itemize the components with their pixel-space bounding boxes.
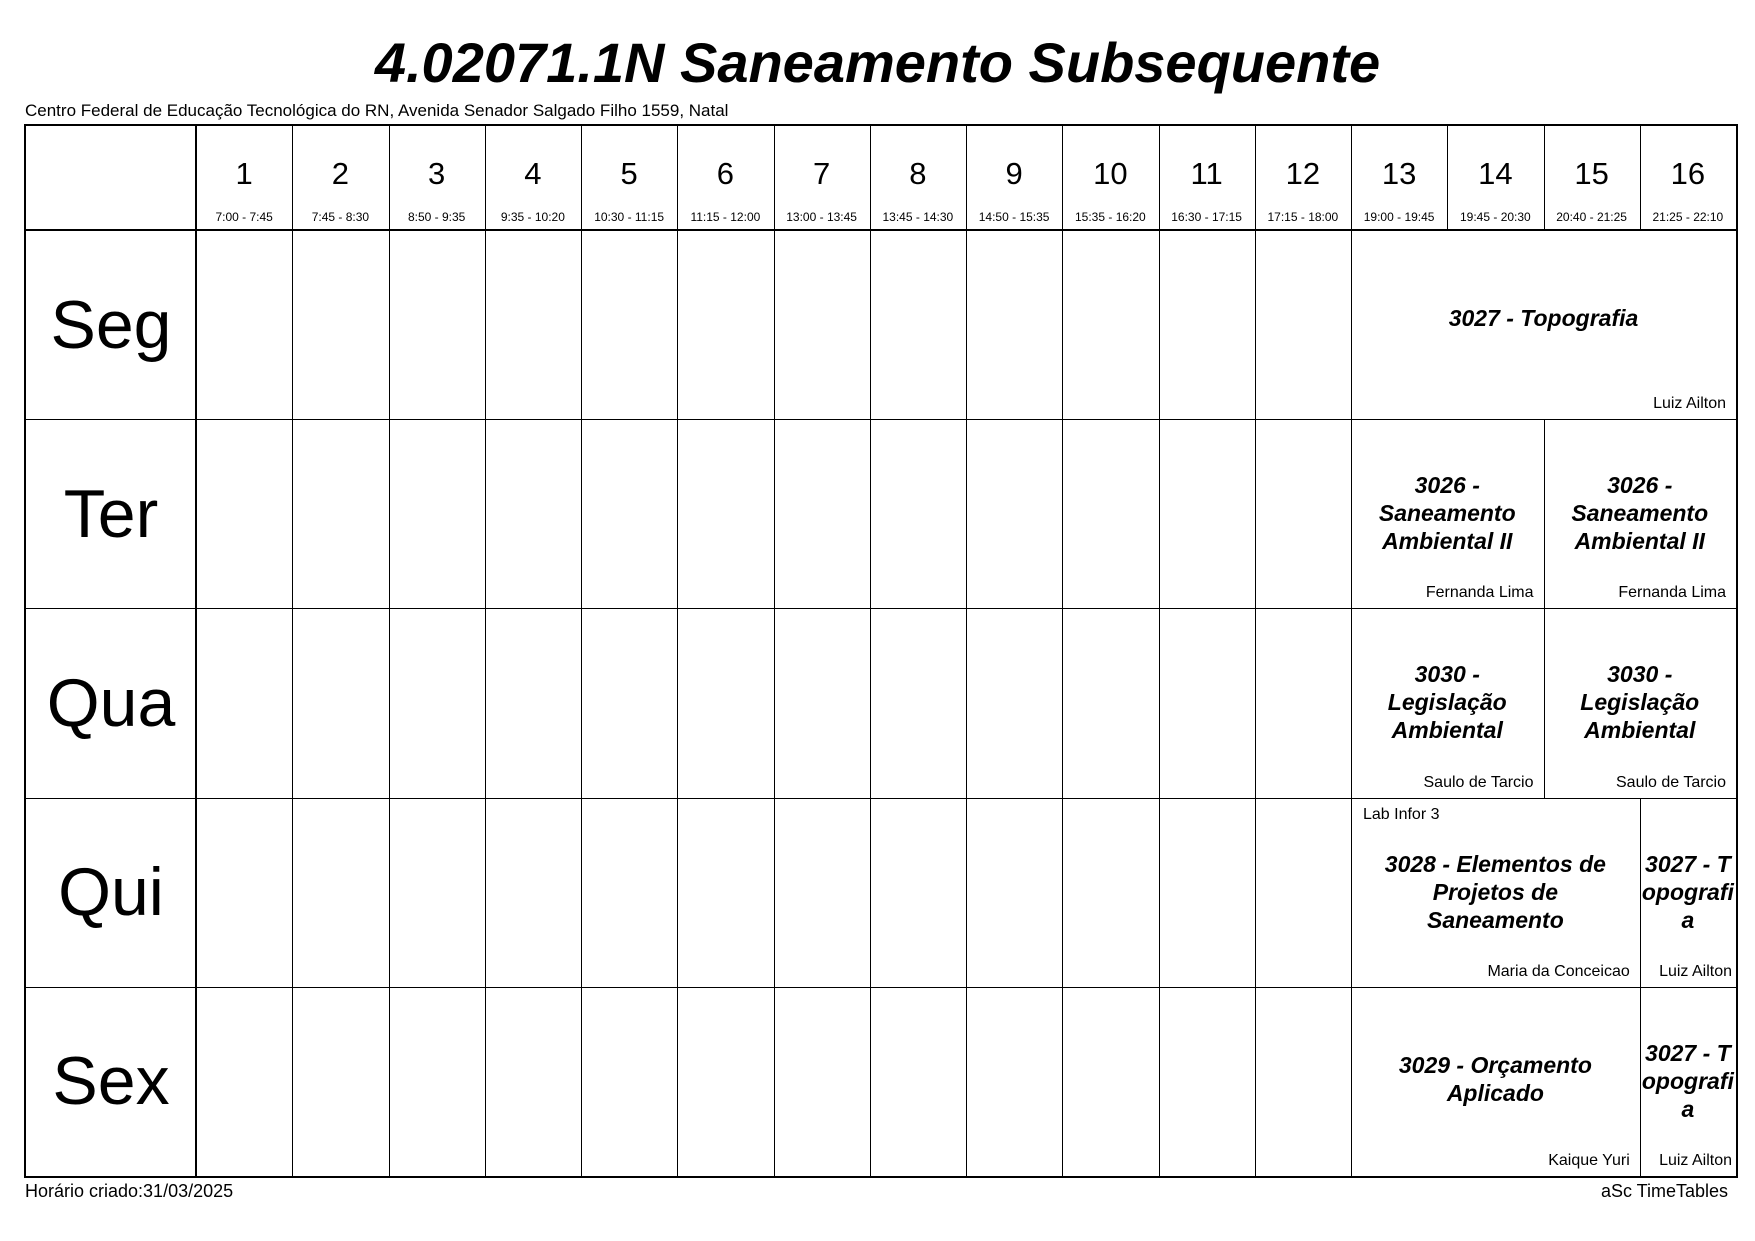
period-number: 8 (909, 156, 927, 191)
grid-line (485, 230, 486, 419)
grid-line (1255, 126, 1256, 230)
period-header (1351, 126, 1447, 230)
grid-line (677, 126, 678, 230)
grid-line (581, 987, 582, 1176)
lesson-subject: 3026 - Saneamento Ambiental II (1378, 472, 1516, 555)
created-date: Horário criado:31/03/2025 (25, 1181, 234, 1201)
grid-line (389, 230, 390, 419)
day-header (26, 230, 196, 419)
period-time: 11:15 - 12:00 (690, 210, 761, 224)
period-time: 20:40 - 21:25 (1556, 210, 1627, 224)
period-header (1544, 126, 1640, 230)
period-time: 16:30 - 17:15 (1171, 210, 1242, 224)
grid-line (581, 230, 582, 419)
period-time: 13:00 - 13:45 (786, 210, 857, 224)
lesson-card[interactable] (1640, 987, 1736, 1176)
grid-line (870, 230, 871, 419)
day-label: Qua (46, 664, 176, 741)
grid-line (389, 798, 390, 987)
grid-line (870, 126, 871, 230)
grid-line (581, 126, 582, 230)
lesson-card[interactable] (1351, 230, 1736, 419)
grid-line (389, 608, 390, 797)
period-time: 13:45 - 14:30 (882, 210, 954, 224)
period-number: 16 (1670, 156, 1706, 191)
software-credit: aSc TimeTables (1600, 1181, 1728, 1201)
lesson-subject: 3030 - Legislação Ambiental (1580, 661, 1700, 744)
grid-line (1255, 608, 1256, 797)
lesson-teacher: Saulo de Tarcio (1616, 773, 1726, 791)
grid-line (870, 608, 871, 797)
grid-line (677, 419, 678, 608)
grid-line (1447, 126, 1448, 230)
grid-line (1640, 126, 1641, 230)
lesson-card[interactable] (1351, 987, 1640, 1176)
period-number: 14 (1478, 156, 1513, 191)
period-number: 9 (1005, 156, 1023, 191)
grid-line (966, 798, 967, 987)
grid-line (292, 987, 293, 1176)
lesson-card[interactable] (1640, 798, 1736, 987)
grid-line (581, 608, 582, 797)
period-header (774, 126, 870, 230)
grid-line (292, 798, 293, 987)
day-header (26, 419, 196, 608)
period-number: 12 (1285, 156, 1321, 191)
period-header (389, 126, 485, 230)
day-label: Qui (58, 854, 164, 931)
period-number: 3 (428, 156, 446, 191)
grid-line (485, 419, 486, 608)
lesson-subject: 3026 - Saneamento Ambiental II (1571, 472, 1709, 555)
grid-line (870, 798, 871, 987)
grid-line (485, 608, 486, 797)
period-time: 15:35 - 16:20 (1075, 210, 1146, 224)
grid-line (677, 608, 678, 797)
lesson-teacher: Luiz Ailton (1653, 395, 1726, 413)
grid-line (1159, 419, 1160, 608)
grid-line (485, 987, 486, 1176)
period-time: 9:35 - 10:20 (500, 210, 565, 224)
day-header (26, 608, 196, 797)
grid-line (1159, 230, 1160, 419)
lesson-teacher: Fernanda Lima (1425, 584, 1534, 602)
lesson-card[interactable] (1544, 419, 1737, 608)
lesson-teacher: Maria da Conceicao (1487, 962, 1630, 980)
period-header (1447, 126, 1543, 230)
grid-line (1255, 230, 1256, 419)
period-number: 6 (716, 156, 734, 191)
grid-line (1544, 126, 1545, 230)
period-number: 13 (1381, 156, 1417, 191)
period-header (1159, 126, 1255, 230)
lesson-room: Lab Infor 3 (1363, 805, 1440, 823)
lesson-card[interactable] (1351, 798, 1640, 987)
period-number: 11 (1190, 156, 1223, 191)
grid-line (1159, 608, 1160, 797)
grid-line (292, 608, 293, 797)
period-time: 21:25 - 22:10 (1652, 210, 1724, 224)
school-address: Centro Federal de Educação Tecnológica do RN, Avenida Senador Salgado Filho 1559, Natal (25, 101, 729, 120)
grid-line (1062, 230, 1063, 419)
period-number: 15 (1574, 156, 1609, 191)
period-time: 10:30 - 11:15 (594, 210, 665, 224)
grid-line (1159, 987, 1160, 1176)
grid-line (292, 419, 293, 608)
period-header (485, 126, 581, 230)
grid-line (677, 798, 678, 987)
lesson-teacher: Saulo de Tarcio (1423, 773, 1534, 791)
grid-line (389, 126, 390, 230)
grid-line (677, 987, 678, 1176)
period-time: 19:45 - 20:30 (1460, 210, 1531, 224)
grid-line (1062, 419, 1063, 608)
day-label: Ter (63, 475, 159, 552)
lesson-card[interactable] (1351, 608, 1544, 797)
period-number: 10 (1093, 156, 1128, 191)
grid-line (774, 126, 775, 230)
grid-line (774, 608, 775, 797)
period-time: 7:00 - 7:45 (215, 210, 273, 224)
lesson-teacher: Luiz Ailton (1659, 962, 1732, 980)
period-header (292, 126, 388, 230)
lesson-subject: 3029 - Orçamento Aplicado (1398, 1051, 1592, 1106)
lesson-card[interactable] (1351, 419, 1544, 608)
period-time: 19:00 - 19:45 (1363, 210, 1435, 224)
grid-line (966, 419, 967, 608)
period-number: 4 (524, 156, 542, 191)
grid-line (485, 126, 486, 230)
lesson-subject: 3030 - Legislação Ambiental (1387, 661, 1507, 744)
lesson-card[interactable] (1544, 608, 1737, 797)
grid-line (870, 419, 871, 608)
period-header (966, 126, 1062, 230)
period-header (1255, 126, 1351, 230)
period-time: 8:50 - 9:35 (407, 210, 466, 224)
lesson-teacher: Luiz Ailton (1659, 1151, 1732, 1169)
period-number: 2 (331, 156, 349, 191)
grid-line (485, 798, 486, 987)
grid-line (966, 230, 967, 419)
grid-line (774, 987, 775, 1176)
grid-line (1062, 126, 1063, 230)
period-number: 5 (620, 156, 638, 191)
lesson-teacher: Kaique Yuri (1548, 1151, 1630, 1169)
grid-line (870, 987, 871, 1176)
grid-line (292, 230, 293, 419)
grid-line (292, 126, 293, 230)
grid-line (966, 987, 967, 1176)
period-time: 7:45 - 8:30 (311, 210, 370, 224)
grid-line (966, 608, 967, 797)
page-title: 4.02071.1N Saneamento Subsequente (374, 31, 1381, 94)
period-header (1062, 126, 1158, 230)
day-header (26, 987, 196, 1176)
grid-line (966, 126, 967, 230)
grid-line (774, 798, 775, 987)
lesson-subject: 3027 - Topografia (1448, 305, 1639, 331)
timetable-grid (24, 124, 1738, 1178)
grid-line (389, 419, 390, 608)
day-header (26, 798, 196, 987)
grid-line (1255, 987, 1256, 1176)
grid-line (581, 419, 582, 608)
grid-line (1255, 798, 1256, 987)
lesson-teacher: Fernanda Lima (1618, 584, 1726, 602)
period-number: 7 (813, 156, 831, 191)
period-header (581, 126, 677, 230)
grid-line (677, 230, 678, 419)
day-label: Sex (52, 1043, 170, 1120)
grid-line (774, 419, 775, 608)
grid-line (195, 126, 197, 1176)
lesson-subject: 3027 - Topografia (1641, 1039, 1734, 1122)
lesson-subject: 3028 - Elementos de Projetos de Saneamento (1384, 850, 1606, 933)
grid-line (1255, 419, 1256, 608)
period-header (1640, 126, 1736, 230)
grid-line (1351, 126, 1352, 230)
grid-line (1062, 798, 1063, 987)
period-time: 14:50 - 15:35 (978, 210, 1050, 224)
period-header (196, 126, 292, 230)
period-header (677, 126, 773, 230)
period-header (870, 126, 966, 230)
lesson-subject: 3027 - Topografia (1641, 850, 1734, 933)
period-time: 17:15 - 18:00 (1267, 210, 1339, 224)
grid-line (1062, 608, 1063, 797)
day-label: Seg (50, 286, 172, 363)
grid-line (581, 798, 582, 987)
grid-line (1159, 126, 1160, 230)
grid-line (774, 230, 775, 419)
grid-line (1062, 987, 1063, 1176)
grid-line (389, 987, 390, 1176)
grid-line (1159, 798, 1160, 987)
period-number: 1 (235, 156, 253, 191)
